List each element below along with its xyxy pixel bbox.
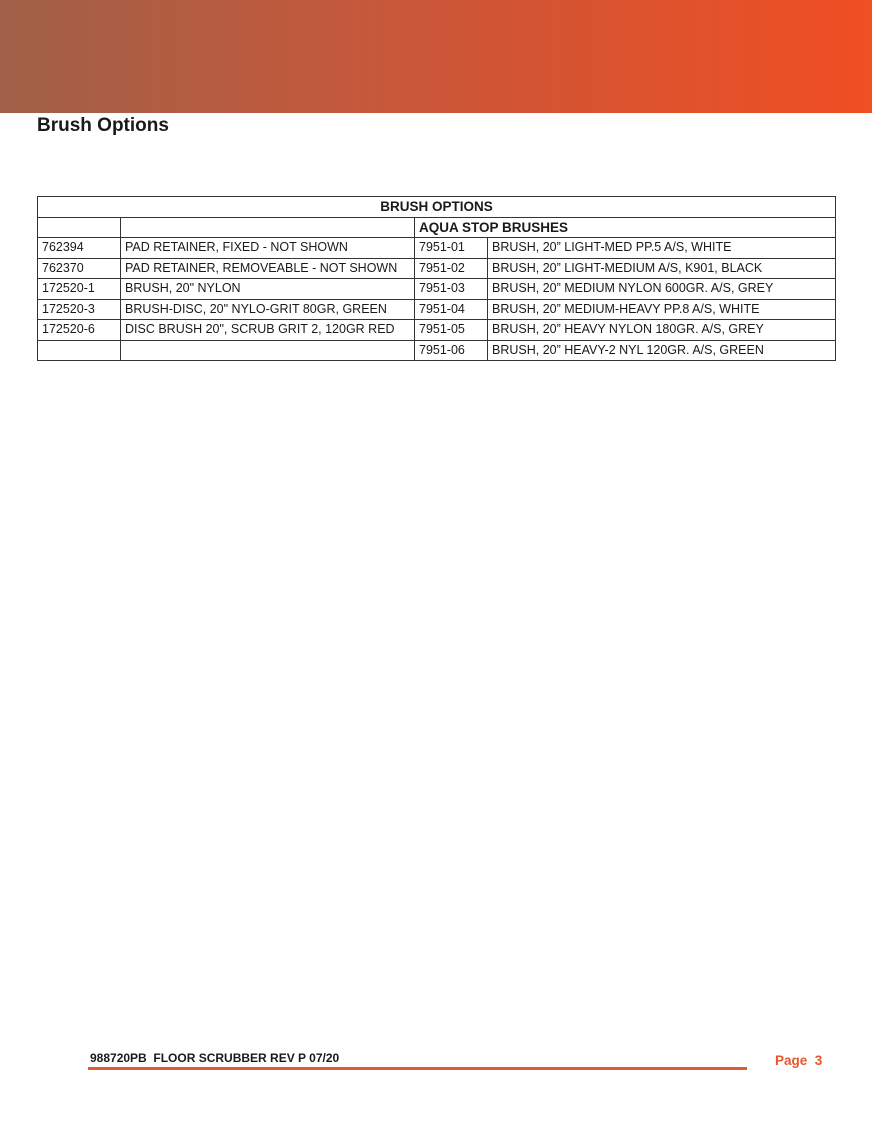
part-number: 172520-1 xyxy=(38,279,121,300)
aqua-part-description: BRUSH, 20” HEAVY-2 NYL 120GR. A/S, GREEN xyxy=(488,340,836,361)
aqua-part-description: BRUSH, 20” MEDIUM NYLON 600GR. A/S, GREY xyxy=(488,279,836,300)
aqua-part-number: 7951-04 xyxy=(415,299,488,320)
aqua-part-number: 7951-02 xyxy=(415,258,488,279)
table-row xyxy=(38,340,836,361)
aqua-part-description: BRUSH, 20” LIGHT-MED PP.5 A/S, WHITE xyxy=(488,238,836,259)
table-title: BRUSH OPTIONS xyxy=(38,197,836,218)
footer-page-number: Page 3 xyxy=(775,1053,823,1068)
part-description: BRUSH-DISC, 20" NYLO-GRIT 80GR, GREEN xyxy=(121,299,415,320)
part-description: DISC BRUSH 20", SCRUB GRIT 2, 120GR RED xyxy=(121,320,415,341)
empty-cell xyxy=(38,217,121,238)
footer-document-id: 988720PB FLOOR SCRUBBER REV P 07/20 xyxy=(90,1051,340,1065)
aqua-part-description: BRUSH, 20” LIGHT-MEDIUM A/S, K901, BLACK xyxy=(488,258,836,279)
table-row xyxy=(38,299,836,320)
brush-options-table xyxy=(37,196,836,361)
part-number: 172520-6 xyxy=(38,320,121,341)
table-row xyxy=(38,279,836,300)
part-number: 172520-3 xyxy=(38,299,121,320)
table-row xyxy=(38,238,836,259)
part-description: PAD RETAINER, REMOVEABLE - NOT SHOWN xyxy=(121,258,415,279)
aqua-part-number: 7951-06 xyxy=(415,340,488,361)
part-description xyxy=(121,340,415,361)
empty-cell xyxy=(121,217,415,238)
part-number: 762394 xyxy=(38,238,121,259)
header-band xyxy=(0,0,872,113)
aqua-stop-header: AQUA STOP BRUSHES xyxy=(415,217,836,238)
part-number xyxy=(38,340,121,361)
table-subheader-row xyxy=(38,217,836,238)
page-title: Brush Options xyxy=(37,115,169,136)
aqua-part-number: 7951-03 xyxy=(415,279,488,300)
aqua-part-number: 7951-01 xyxy=(415,238,488,259)
aqua-part-number: 7951-05 xyxy=(415,320,488,341)
aqua-part-description: BRUSH, 20” MEDIUM-HEAVY PP.8 A/S, WHITE xyxy=(488,299,836,320)
part-description: BRUSH, 20" NYLON xyxy=(121,279,415,300)
part-description: PAD RETAINER, FIXED - NOT SHOWN xyxy=(121,238,415,259)
table-row xyxy=(38,320,836,341)
part-number: 762370 xyxy=(38,258,121,279)
footer-rule xyxy=(88,1067,747,1070)
table-row xyxy=(38,258,836,279)
table-title-row xyxy=(38,197,836,218)
aqua-part-description: BRUSH, 20” HEAVY NYLON 180GR. A/S, GREY xyxy=(488,320,836,341)
